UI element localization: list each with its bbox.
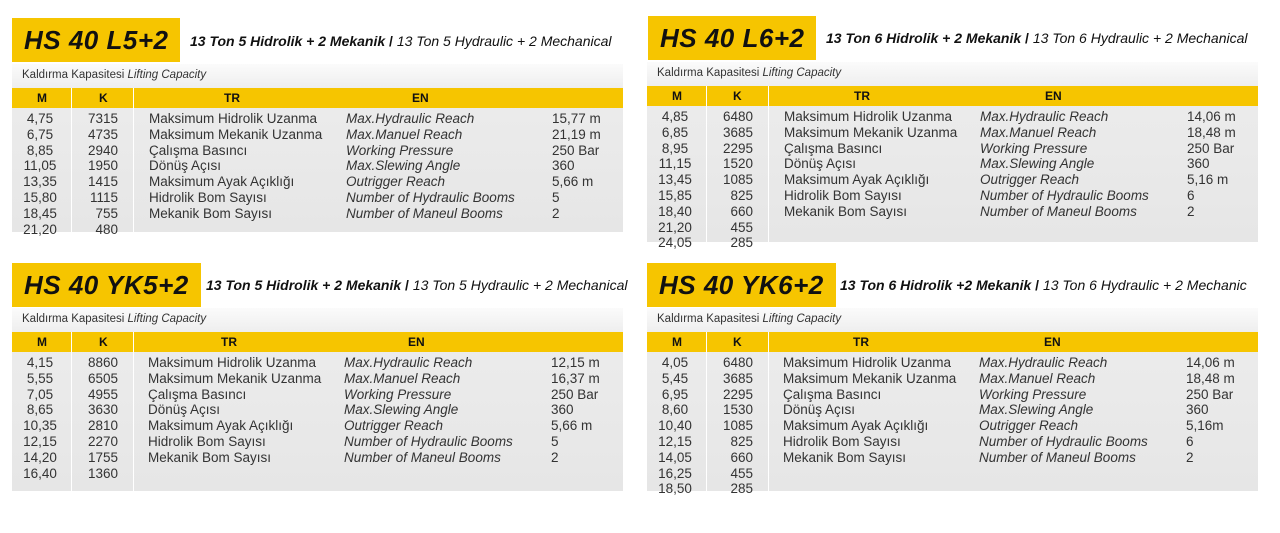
m-value: 16,25 xyxy=(658,465,692,481)
k-value: 1530 xyxy=(722,402,753,418)
subtitle-separator: / xyxy=(1021,30,1033,46)
spec-en: Number of Hydraulic Booms xyxy=(980,187,1149,203)
en-column xyxy=(344,355,513,466)
spec-tr: Maksimum Mekanik Uzanma xyxy=(149,126,323,142)
spec-en: Outrigger Reach xyxy=(980,172,1080,188)
m-column xyxy=(649,109,701,251)
table-header xyxy=(12,88,623,108)
header-tr: TR xyxy=(224,91,240,105)
m-value: 8,60 xyxy=(661,402,689,418)
m-value: 4,15 xyxy=(26,355,54,370)
spec-value: 6 xyxy=(1186,433,1194,449)
header-tr: TR xyxy=(854,89,870,103)
m-value: 7,05 xyxy=(26,386,54,402)
spec-value: 360 xyxy=(552,158,575,174)
m-value: 5,45 xyxy=(661,370,689,386)
spec-tr: Maksimum Ayak Açıklığı xyxy=(783,418,929,434)
column-divider xyxy=(706,86,707,242)
k-value: 825 xyxy=(730,433,753,449)
m-value: 8,95 xyxy=(661,140,689,156)
spec-value: 250 Bar xyxy=(552,142,600,158)
k-value: 3630 xyxy=(87,402,118,418)
m-value: 4,05 xyxy=(661,355,689,370)
column-divider xyxy=(71,332,72,491)
spec-value: 12,15 m xyxy=(551,355,600,370)
subtitle-en: 13 Ton 5 Hydraulic + 2 Mechanical xyxy=(412,277,628,293)
k-value: 2295 xyxy=(722,386,753,402)
spec-en: Number of Hydraulic Booms xyxy=(346,189,515,205)
header-tr: TR xyxy=(221,335,237,349)
k-value: 2295 xyxy=(722,140,753,156)
spec-tr: Maksimum Hidrolik Uzanma xyxy=(149,111,318,126)
k-value: 6480 xyxy=(722,109,753,124)
m-value: 14,05 xyxy=(658,449,692,465)
spec-tr: Maksimum Hidrolik Uzanma xyxy=(783,355,952,370)
subtitle-tr: 13 Ton 5 Hidrolik + 2 Mekanik xyxy=(206,277,402,293)
k-value: 755 xyxy=(95,205,118,221)
spec-tr: Hidrolik Bom Sayısı xyxy=(148,433,266,449)
value-column xyxy=(551,355,600,466)
en-column xyxy=(346,111,515,222)
spec-en: Max.Manuel Reach xyxy=(980,124,1097,140)
capacity-label-en: Lifting Capacity xyxy=(127,313,207,325)
subtitle-tr: 13 Ton 6 Hidrolik +2 Mekanik xyxy=(840,277,1032,293)
capacity-label-en: Lifting Capacity xyxy=(762,67,842,79)
m-value: 13,45 xyxy=(658,172,692,188)
k-value: 3685 xyxy=(722,370,753,386)
m-column xyxy=(14,355,66,481)
spec-tr: Çalışma Basıncı xyxy=(784,140,883,156)
m-value: 4,75 xyxy=(26,111,54,126)
spec-value: 5,66 m xyxy=(552,174,594,190)
subtitle-en: 13 Ton 5 Hydraulic + 2 Mechanical xyxy=(396,33,612,49)
spec-en: Outrigger Reach xyxy=(344,418,444,434)
k-value: 1755 xyxy=(87,449,118,465)
k-value: 4735 xyxy=(87,126,118,142)
spec-value: 360 xyxy=(1186,402,1209,418)
spec-panel xyxy=(647,308,1258,497)
spec-panel xyxy=(12,308,623,491)
spec-value: 18,48 m xyxy=(1187,124,1236,140)
en-column xyxy=(980,109,1149,220)
spec-value: 14,06 m xyxy=(1186,355,1235,370)
m-value: 10,35 xyxy=(23,418,57,434)
subtitle-en: 13 Ton 6 Hydraulic + 2 Mechanical xyxy=(1032,30,1248,46)
k-value: 455 xyxy=(730,465,753,481)
spec-tr: Çalışma Basıncı xyxy=(149,142,248,158)
header-k: K xyxy=(733,89,742,103)
spec-en: Max.Hydraulic Reach xyxy=(346,111,475,126)
table-header xyxy=(647,332,1258,352)
m-value: 18,45 xyxy=(23,205,57,221)
subtitle-separator: / xyxy=(401,277,413,293)
table-header xyxy=(647,86,1258,106)
table-header xyxy=(12,332,623,352)
capacity-label-tr: Kaldırma Kapasitesi xyxy=(657,313,760,325)
spec-tr: Hidrolik Bom Sayısı xyxy=(149,189,267,205)
column-divider xyxy=(706,332,707,491)
k-value: 4955 xyxy=(87,386,118,402)
m-column xyxy=(14,111,66,237)
spec-en: Number of Maneul Booms xyxy=(346,205,503,221)
model-title: HS 40 L5+2 xyxy=(12,18,180,62)
k-value: 455 xyxy=(730,219,753,235)
k-value: 660 xyxy=(730,203,753,219)
value-column xyxy=(1187,109,1236,220)
k-column xyxy=(713,355,753,497)
m-value: 12,15 xyxy=(658,433,692,449)
k-value: 1115 xyxy=(89,189,118,205)
capacity-label xyxy=(657,313,841,325)
spec-en: Working Pressure xyxy=(344,386,452,402)
subtitle-separator: / xyxy=(1031,277,1043,293)
spec-tr: Mekanik Bom Sayısı xyxy=(784,203,908,219)
spec-value: 360 xyxy=(551,402,574,418)
k-value: 3685 xyxy=(722,124,753,140)
spec-tr: Maksimum Mekanik Uzanma xyxy=(784,124,958,140)
subtitle-en: 13 Ton 6 Hydraulic + 2 Mechanic xyxy=(1042,277,1247,293)
capacity-label-tr: Kaldırma Kapasitesi xyxy=(22,69,125,81)
k-value: 2940 xyxy=(87,142,118,158)
m-value: 21,20 xyxy=(658,219,692,235)
spec-en: Number of Hydraulic Booms xyxy=(344,433,513,449)
capacity-label-tr: Kaldırma Kapasitesi xyxy=(22,313,125,325)
spec-tr: Maksimum Hidrolik Uzanma xyxy=(784,109,953,124)
spec-tr: Maksimum Ayak Açıklığı xyxy=(784,172,930,188)
k-value: 6480 xyxy=(722,355,753,370)
spec-tr: Hidrolik Bom Sayısı xyxy=(783,433,901,449)
k-value: 660 xyxy=(730,449,753,465)
m-value: 11,15 xyxy=(658,156,692,172)
spec-value: 360 xyxy=(1187,156,1210,172)
spec-en: Max.Hydraulic Reach xyxy=(344,355,473,370)
m-column xyxy=(649,355,701,497)
spec-value: 5,16m xyxy=(1186,418,1224,434)
header-en: EN xyxy=(408,335,425,349)
spec-tr: Dönüş Açısı xyxy=(149,158,222,174)
m-value: 4,85 xyxy=(661,109,689,124)
header-m: M xyxy=(672,335,682,349)
spec-value: 250 Bar xyxy=(551,386,599,402)
k-value: 825 xyxy=(730,187,753,203)
k-value: 7315 xyxy=(87,111,118,126)
column-divider xyxy=(133,88,134,232)
column-divider xyxy=(768,332,769,491)
spec-en: Working Pressure xyxy=(979,386,1087,402)
k-column xyxy=(713,109,753,251)
spec-value: 16,37 m xyxy=(551,370,600,386)
spec-tr: Dönüş Açısı xyxy=(148,402,221,418)
model-subtitle xyxy=(206,277,628,293)
spec-en: Number of Maneul Booms xyxy=(979,449,1136,465)
spec-en: Working Pressure xyxy=(980,140,1088,156)
header-en: EN xyxy=(1044,335,1061,349)
k-column xyxy=(78,111,118,237)
spec-en: Outrigger Reach xyxy=(979,418,1079,434)
m-value: 11,05 xyxy=(23,158,57,174)
spec-tr: Maksimum Mekanik Uzanma xyxy=(148,370,322,386)
subtitle-separator: / xyxy=(385,33,397,49)
header-en: EN xyxy=(1045,89,1062,103)
m-value: 8,85 xyxy=(26,142,54,158)
k-value: 1520 xyxy=(722,156,753,172)
m-value: 6,75 xyxy=(26,126,54,142)
header-tr: TR xyxy=(853,335,869,349)
spec-tr: Hidrolik Bom Sayısı xyxy=(784,187,902,203)
header-k: K xyxy=(99,91,108,105)
spec-value: 2 xyxy=(1186,449,1194,465)
spec-panel xyxy=(12,64,623,237)
m-value: 8,65 xyxy=(26,402,54,418)
spec-en: Max.Slewing Angle xyxy=(346,158,461,174)
m-value: 6,85 xyxy=(661,124,689,140)
spec-value: 21,19 m xyxy=(552,126,601,142)
spec-en: Number of Maneul Booms xyxy=(980,203,1137,219)
en-column xyxy=(979,355,1148,466)
model-title: HS 40 YK5+2 xyxy=(12,263,201,307)
k-value: 285 xyxy=(730,481,753,497)
spec-value: 18,48 m xyxy=(1186,370,1235,386)
k-value: 2810 xyxy=(87,418,118,434)
capacity-label-en: Lifting Capacity xyxy=(762,313,842,325)
k-value: 1085 xyxy=(722,418,753,434)
value-column xyxy=(552,111,601,222)
spec-value: 14,06 m xyxy=(1187,109,1236,124)
column-divider xyxy=(133,332,134,491)
m-value: 13,35 xyxy=(23,174,57,190)
spec-tr: Çalışma Basıncı xyxy=(783,386,882,402)
k-value: 1360 xyxy=(87,465,118,481)
spec-value: 5 xyxy=(552,189,560,205)
tr-column xyxy=(149,111,322,222)
m-value: 18,40 xyxy=(658,203,692,219)
subtitle-tr: 13 Ton 6 Hidrolik + 2 Mekanik xyxy=(826,30,1022,46)
m-value: 14,20 xyxy=(23,449,57,465)
spec-tr: Dönüş Açısı xyxy=(784,156,857,172)
header-en: EN xyxy=(412,91,429,105)
spec-tr: Çalışma Basıncı xyxy=(148,386,247,402)
k-value: 1950 xyxy=(87,158,118,174)
spec-tr: Maksimum Mekanik Uzanma xyxy=(783,370,957,386)
model-subtitle xyxy=(826,30,1248,46)
spec-en: Number of Maneul Booms xyxy=(344,449,501,465)
spec-tr: Maksimum Ayak Açıklığı xyxy=(148,418,294,434)
spec-value: 2 xyxy=(1187,203,1195,219)
header-m: M xyxy=(672,89,682,103)
spec-en: Max.Manuel Reach xyxy=(979,370,1096,386)
k-value: 480 xyxy=(95,221,118,237)
m-value: 16,40 xyxy=(23,465,57,481)
header-m: M xyxy=(37,91,47,105)
spec-value: 5,66 m xyxy=(551,418,593,434)
spec-value: 5,16 m xyxy=(1187,172,1229,188)
capacity-label xyxy=(22,69,206,81)
spec-tr: Mekanik Bom Sayısı xyxy=(149,205,273,221)
tr-column xyxy=(783,355,956,466)
m-value: 10,40 xyxy=(658,418,692,434)
spec-value: 15,77 m xyxy=(552,111,601,126)
k-value: 8860 xyxy=(87,355,118,370)
spec-value: 5 xyxy=(551,433,559,449)
capacity-label-tr: Kaldırma Kapasitesi xyxy=(657,67,760,79)
subtitle-tr: 13 Ton 5 Hidrolik + 2 Mekanik xyxy=(190,33,386,49)
tr-column xyxy=(784,109,957,220)
model-title: HS 40 YK6+2 xyxy=(647,263,836,307)
header-k: K xyxy=(733,335,742,349)
m-value: 15,80 xyxy=(23,189,57,205)
m-value: 15,85 xyxy=(658,187,692,203)
m-value: 18,50 xyxy=(658,481,692,497)
spec-en: Max.Slewing Angle xyxy=(344,402,459,418)
spec-en: Max.Manuel Reach xyxy=(344,370,461,386)
k-column xyxy=(78,355,118,481)
spec-value: 2 xyxy=(552,205,560,221)
spec-panel xyxy=(647,62,1258,251)
m-value: 6,95 xyxy=(661,386,689,402)
k-value: 285 xyxy=(730,235,753,251)
capacity-label xyxy=(22,313,206,325)
k-value: 2270 xyxy=(87,433,118,449)
spec-value: 250 Bar xyxy=(1186,386,1234,402)
model-subtitle xyxy=(190,33,612,49)
spec-en: Outrigger Reach xyxy=(346,174,446,190)
tr-column xyxy=(148,355,321,466)
spec-en: Max.Slewing Angle xyxy=(979,402,1094,418)
model-title: HS 40 L6+2 xyxy=(648,16,816,60)
spec-value: 250 Bar xyxy=(1187,140,1235,156)
m-value: 24,05 xyxy=(658,235,692,251)
m-value: 12,15 xyxy=(23,433,57,449)
spec-value: 2 xyxy=(551,449,559,465)
spec-value: 6 xyxy=(1187,187,1195,203)
spec-en: Max.Slewing Angle xyxy=(980,156,1095,172)
spec-en: Max.Hydraulic Reach xyxy=(980,109,1109,124)
m-value: 21,20 xyxy=(23,221,57,237)
header-k: K xyxy=(99,335,108,349)
m-value: 5,55 xyxy=(26,370,54,386)
capacity-label xyxy=(657,67,841,79)
spec-tr: Mekanik Bom Sayısı xyxy=(148,449,272,465)
k-value: 1415 xyxy=(87,174,118,190)
column-divider xyxy=(71,88,72,232)
model-subtitle xyxy=(840,277,1247,293)
spec-tr: Maksimum Ayak Açıklığı xyxy=(149,174,295,190)
spec-en: Working Pressure xyxy=(346,142,454,158)
spec-tr: Mekanik Bom Sayısı xyxy=(783,449,907,465)
spec-en: Max.Hydraulic Reach xyxy=(979,355,1108,370)
spec-en: Max.Manuel Reach xyxy=(346,126,463,142)
k-value: 1085 xyxy=(722,172,753,188)
spec-tr: Maksimum Hidrolik Uzanma xyxy=(148,355,317,370)
k-value: 6505 xyxy=(87,370,118,386)
column-divider xyxy=(768,86,769,242)
header-m: M xyxy=(37,335,47,349)
value-column xyxy=(1186,355,1235,466)
capacity-label-en: Lifting Capacity xyxy=(127,69,207,81)
spec-tr: Dönüş Açısı xyxy=(783,402,856,418)
spec-en: Number of Hydraulic Booms xyxy=(979,433,1148,449)
